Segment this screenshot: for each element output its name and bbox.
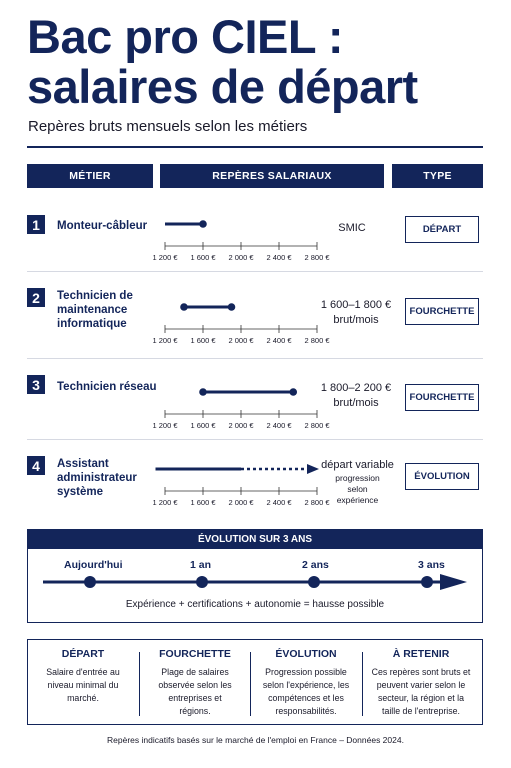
column-header-type: TYPE [392,164,483,188]
scale-tick-label: 1 600 € [190,498,216,507]
row-job-name: Technicien de maintenance informatique [57,290,133,330]
salary-scale [150,301,330,351]
range-end-dot [199,220,207,228]
evolution-step-label: 1 an [190,559,212,571]
timeline-dot [196,576,208,588]
page-title: Bac pro CIEL : salaires de départ [27,10,418,113]
page-subtitle: Repères bruts mensuels selon les métiers [28,118,308,135]
scale-tick-label: 2 000 € [228,421,254,430]
range-arrow-icon [307,464,319,474]
timeline-arrow-icon [440,574,467,590]
range-start-dot [199,388,207,396]
salary-scale [150,218,330,268]
range-end-dot [228,303,236,311]
scale-tick-label: 2 800 € [304,253,330,262]
row-job-name: Monteur-câbleur [57,220,148,232]
row-job-name: Assistant administrateur système [57,458,137,498]
row-divider [27,358,483,359]
definition-evolution: ÉVOLUTION Progression possible selon l'expérience, les compétences et les responsabilités. [262,648,350,716]
scale-tick-label: 2 400 € [266,336,292,345]
badge-fourchette: FOURCHETTE [405,298,479,325]
row-number: 4 [27,456,45,475]
column-header-metier: MÉTIER [27,164,153,188]
badge-evolution: ÉVOLUTION [405,463,479,490]
timeline-dot [421,576,433,588]
range-end-dot [289,388,297,396]
definition-fourchette: FOURCHETTE Plage de salaires observée selon les entreprises et régions. [158,648,232,716]
scale-tick-label: 2 400 € [266,253,292,262]
definition-a-retenir: À RETENIR Ces repères sont bruts et peuvent varier selon le secteur, la région et la taille de l'entreprise. [371,648,471,716]
badge-fourchette: FOURCHETTE [405,384,479,411]
scale-tick-label: 2 800 € [304,498,330,507]
row-salary-info: départ variable progression selon expérience [321,459,394,505]
scale-tick-label: 1 600 € [190,336,216,345]
row-divider [27,271,483,272]
evolution-timeline [40,572,470,594]
row-number: 1 [27,215,45,234]
row-job-name: Technicien réseau [57,381,157,393]
scale-tick-label: 1 600 € [190,253,216,262]
scale-tick-label: 2 000 € [228,498,254,507]
evolution-step-label: 3 ans [418,559,445,571]
scale-tick-label: 1 200 € [152,336,178,345]
scale-tick-label: 2 000 € [228,336,254,345]
scale-tick-label: 2 400 € [266,498,292,507]
evolution-formula: Expérience + certifications + autonomie = hausse possible [125,599,385,610]
footer-note: Repères indicatifs basés sur le marché de l'emploi en France – Données 2024. [107,735,404,745]
scale-tick-label: 2 800 € [304,336,330,345]
row-salary-info: 1 800–2 200 € brut/mois [320,382,392,409]
scale-tick-label: 2 800 € [304,421,330,430]
evolution-step-label: Aujourd'hui [64,559,123,571]
timeline-dot [308,576,320,588]
scale-tick-label: 1 200 € [152,421,178,430]
scale-tick-label: 1 200 € [152,498,178,507]
row-number: 3 [27,375,45,394]
salary-scale [150,463,330,513]
timeline-dot [84,576,96,588]
scale-tick-label: 2 000 € [228,253,254,262]
title-divider [27,146,483,148]
salary-scale [150,386,330,436]
scale-tick-label: 2 400 € [266,421,292,430]
range-start-dot [180,303,188,311]
scale-tick-label: 1 600 € [190,421,216,430]
scale-tick-label: 1 200 € [152,253,178,262]
row-salary-info: SMIC [338,222,366,234]
row-number: 2 [27,288,45,307]
row-divider [27,439,483,440]
definition-depart: DÉPART Salaire d'entrée au niveau minimal du marché. [46,648,120,703]
column-header-reperes: REPÈRES SALARIAUX [160,164,384,188]
row-salary-info: 1 600–1 800 € brut/mois [320,299,392,326]
badge-depart: DÉPART [405,216,479,243]
evolution-title: ÉVOLUTION SUR 3 ANS [27,529,483,549]
evolution-step-label: 2 ans [302,559,329,571]
